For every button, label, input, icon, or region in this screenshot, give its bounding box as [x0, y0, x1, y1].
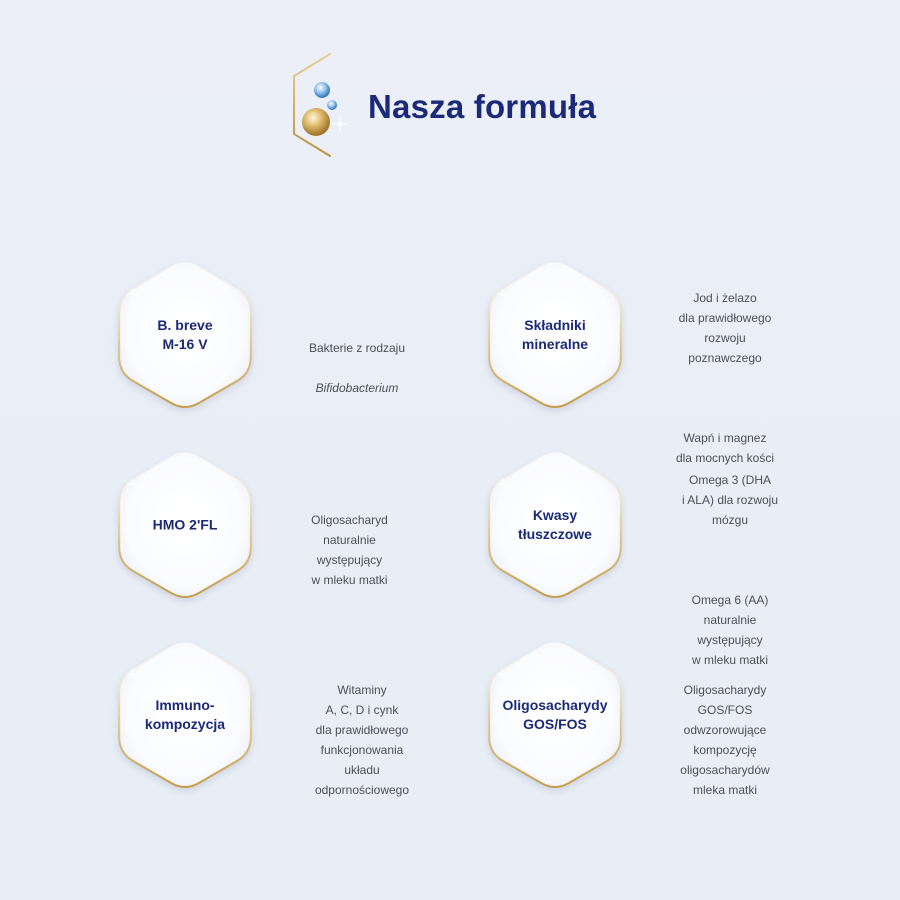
card-title: Kwasy tłuszczowe	[518, 507, 592, 542]
card-description	[655, 660, 795, 820]
description-italic-text: Bifidobacterium	[315, 381, 399, 395]
description-text: Omega 3 (DHA i ALA) dla rozwoju mózgu	[681, 473, 779, 527]
card-oligosacharydy-gos-fos	[470, 630, 640, 800]
card-description	[655, 450, 805, 690]
card-title: Składniki mineralne	[521, 317, 589, 352]
card-title: B. breve M-16 V	[157, 317, 213, 352]
card-title: Immuno- kompozycja	[144, 697, 226, 732]
header	[280, 50, 680, 170]
description-text: Bakterie z rodzaju	[308, 341, 406, 355]
description-text: Jod i żelazo dla prawidłowego rozwoju poznawczego	[678, 291, 772, 365]
card-immunokompozycja	[100, 630, 270, 800]
card-skladniki-mineralne	[470, 250, 640, 420]
card-kwasy-tluszczowe	[470, 440, 640, 610]
description-text: Oligosacharyd naturalnie występujący w mleku matki	[311, 513, 388, 587]
card-title: Oligosacharydy GOS/FOS	[502, 697, 608, 732]
description-text: Witaminy A, C, D i cynk dla prawidłowego funkcjonowania układu odpornościowego	[314, 683, 410, 797]
molecule-emblem-icon	[280, 50, 370, 160]
card-hmo-2fl	[100, 440, 270, 610]
description-text: Oligosacharydy GOS/FOS odwzorowujące kompozycję oligosacharydów mleka matki	[680, 683, 770, 797]
card-description	[292, 490, 407, 610]
card-description	[292, 318, 422, 398]
description-text: Omega 6 (AA) naturalnie występujący w mleku matki	[691, 593, 769, 667]
card-title: HMO 2'FL	[152, 516, 218, 533]
card-description	[292, 660, 432, 820]
description-text: Wapń i magnez dla mocnych kości	[675, 431, 775, 465]
card-b-breve	[100, 250, 270, 420]
page-title: Nasza formuła	[368, 88, 597, 125]
